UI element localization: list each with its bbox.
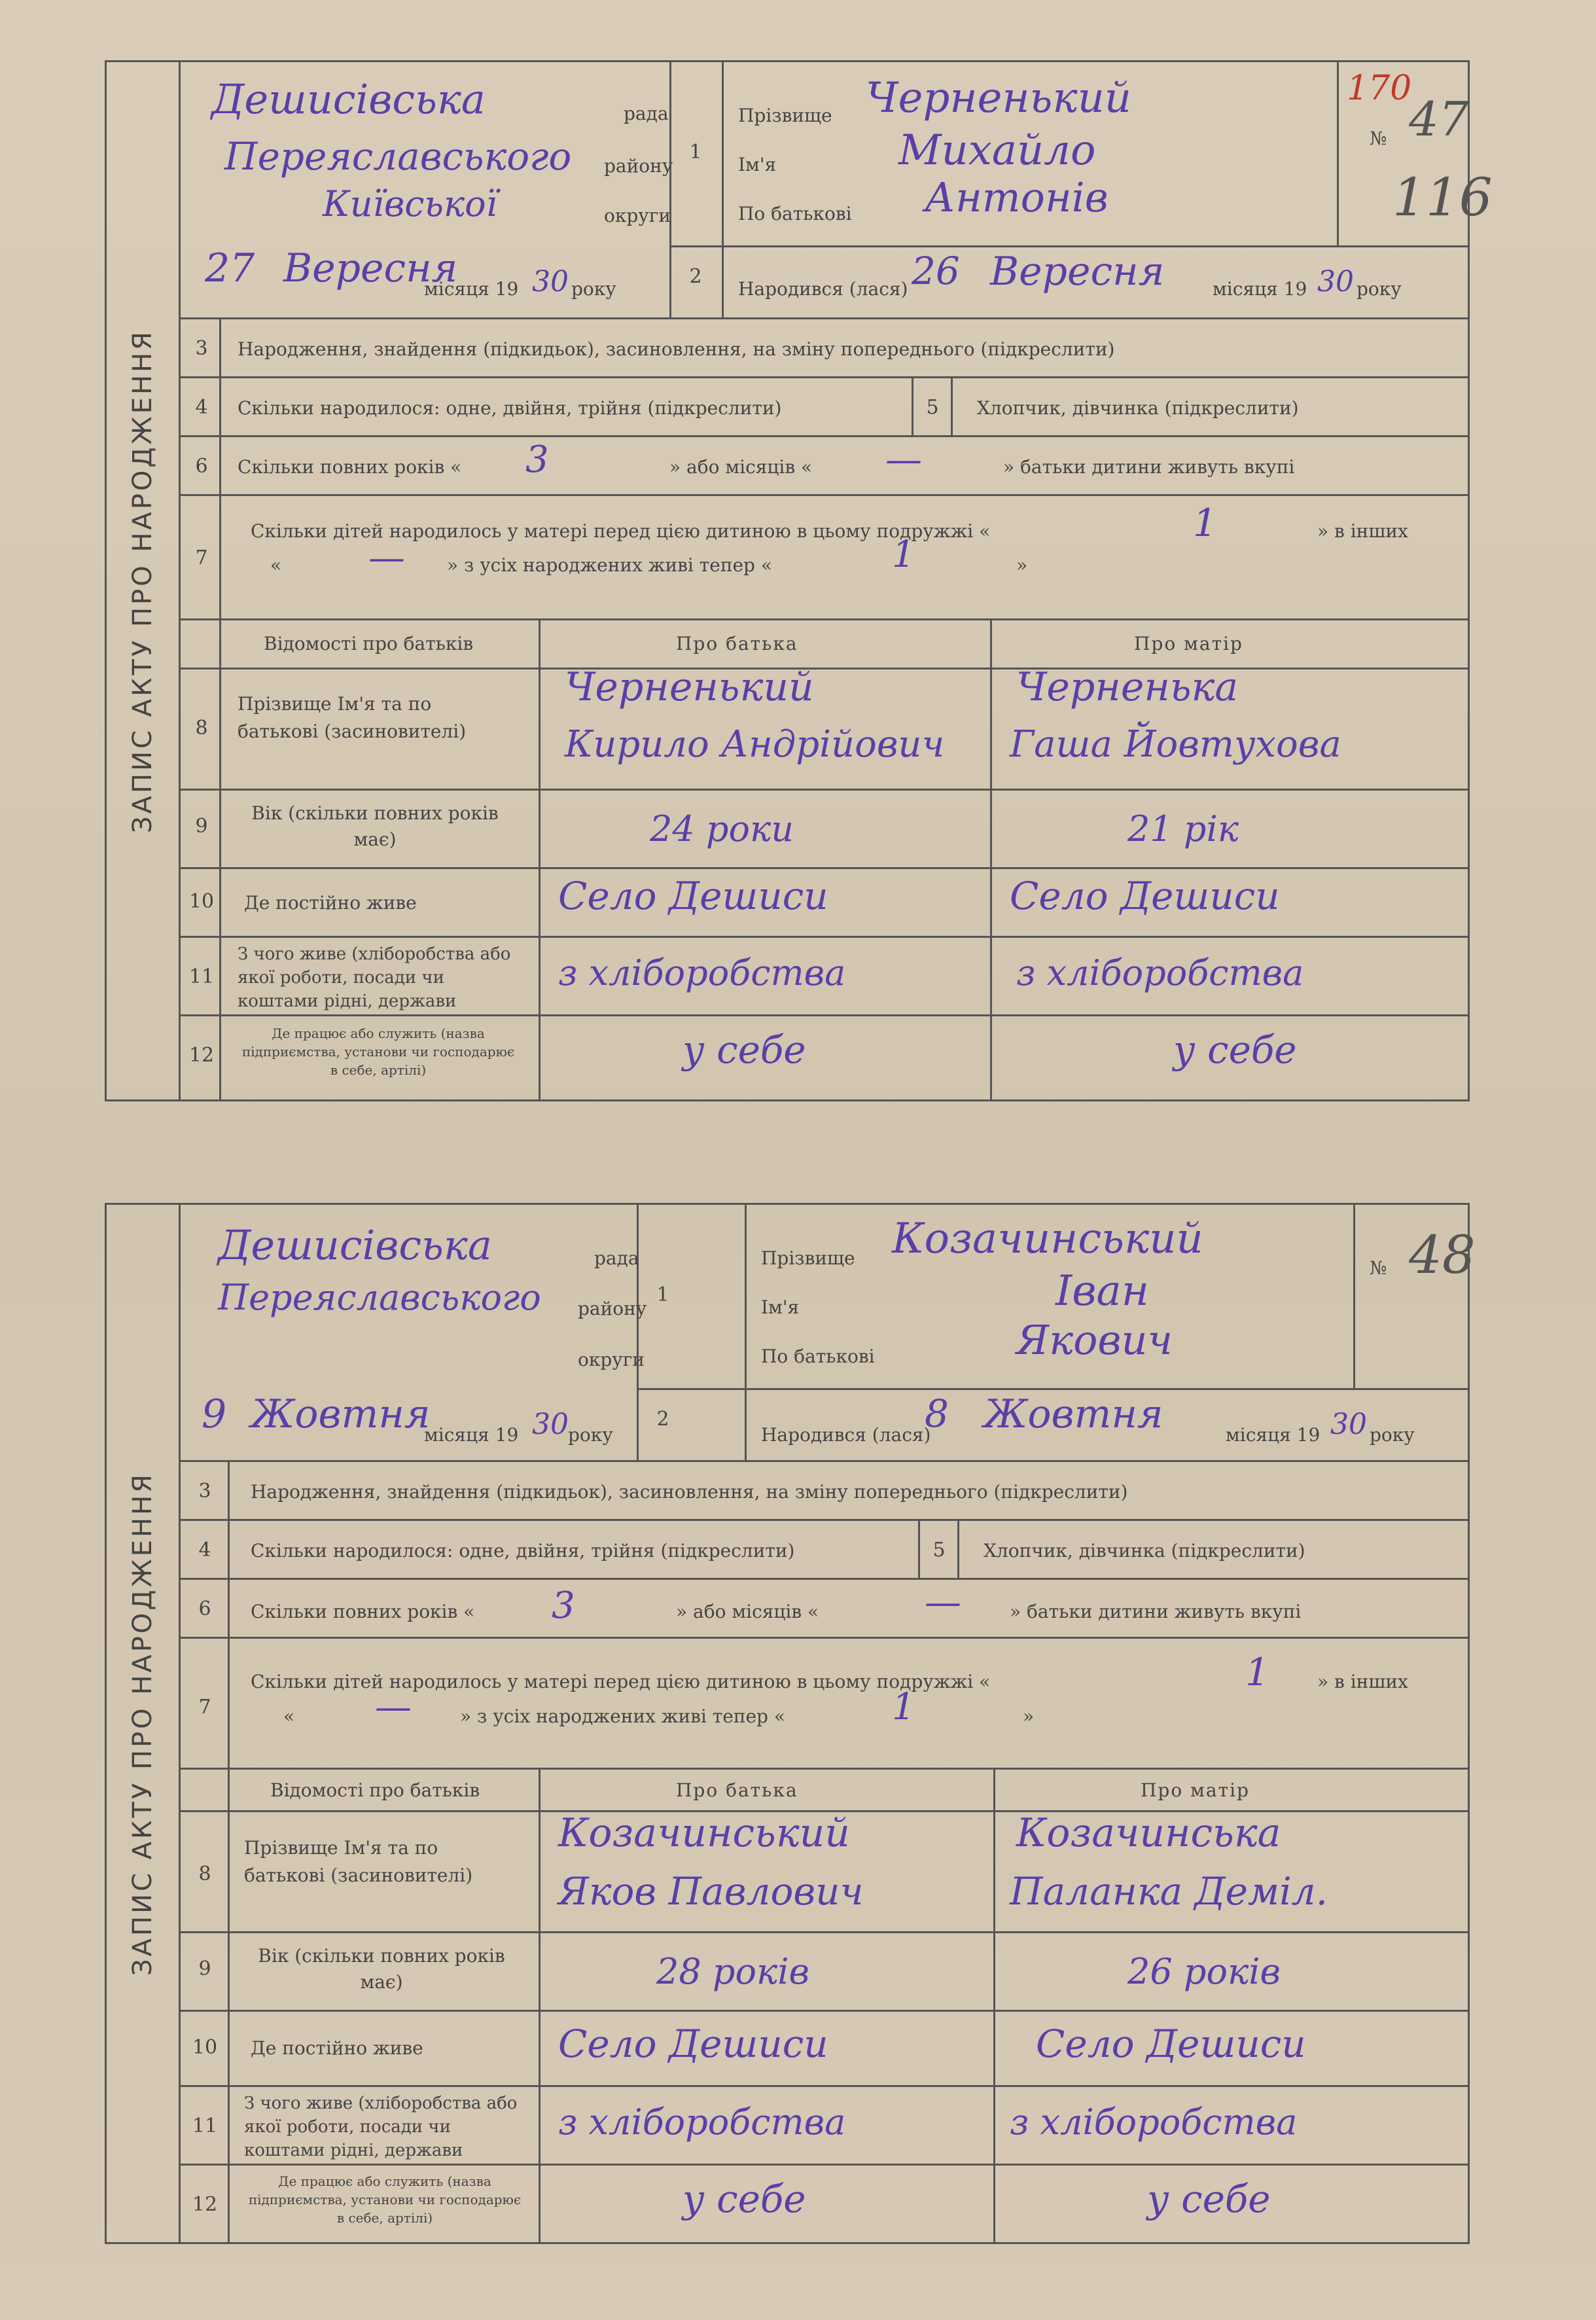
- record-number-label: №: [1370, 1257, 1387, 1279]
- row7-text-a: Скільки дітей народилось у матері перед цією дитиною в цьому подружжі «: [251, 520, 991, 542]
- mother-income-value: з хліборобства: [1010, 2101, 1298, 2143]
- father-income-value: з хліборобства: [558, 2101, 846, 2143]
- row-number-11: 11: [188, 965, 215, 988]
- reg-year-value: 30: [532, 265, 569, 298]
- row-number-12: 12: [192, 2193, 218, 2216]
- patronymic-value: Антонів: [925, 173, 1108, 221]
- years-together-value: 3: [552, 1584, 575, 1627]
- row6-text-b: » або місяців «: [669, 456, 813, 478]
- row5-text: Хлопчик, дівчинка (підкреслити): [977, 397, 1299, 419]
- mother-work-value: у себе: [1173, 1027, 1297, 1072]
- row-number-1: 1: [689, 141, 702, 164]
- okruh-label: округи: [578, 1349, 645, 1370]
- row5-text: Хлопчик, дівчинка (підкреслити): [984, 1540, 1305, 1562]
- row9-label: Вік (скільки повних років має): [251, 802, 499, 850]
- months-together-value: —: [925, 1581, 961, 1624]
- children-alive-value: 1: [892, 533, 915, 576]
- row-number-9: 9: [198, 1957, 211, 1980]
- row6-text-c: » батьки дитини живуть вкупі: [1010, 1601, 1302, 1622]
- father-name-line1: Козачинський: [558, 1810, 850, 1856]
- po-batkovi-label: По батькові: [738, 203, 852, 224]
- row7-text-d: » з усіх народжених живі тепер «: [447, 554, 773, 576]
- header-mati: Про матір: [1141, 1779, 1250, 1801]
- row-number-1: 1: [656, 1283, 669, 1306]
- father-lives-value: Село Дешиси: [558, 2022, 828, 2066]
- reg-misyatsia-label: місяця 19: [424, 278, 519, 300]
- prizvyshche-label: Прізвище: [761, 1247, 855, 1269]
- side-title: ЗАПИС АКТУ ПРО НАРОДЖЕННЯ: [128, 329, 158, 833]
- mother-income-value: з хліборобства: [1016, 952, 1304, 993]
- mother-name-line1: Черненька: [1016, 664, 1239, 710]
- row4-text: Скільки народилося: одне, двійня, трійня (підкреслити): [251, 1540, 795, 1562]
- row4-text: Скільки народилося: одне, двійня, трійня (підкреслити): [238, 397, 782, 419]
- row11-label: З чого живе (хліборобства або якої роботи, посади чи коштами рідні, держави: [238, 944, 511, 1011]
- father-age-value: 24 роки: [650, 808, 794, 849]
- row-number-4: 4: [198, 1539, 211, 1562]
- row7-text-e: »: [1016, 554, 1028, 576]
- father-name-line2: Яков Павлович: [558, 1869, 864, 1914]
- father-work-value: у себе: [683, 2177, 806, 2221]
- months-together-value: —: [885, 438, 922, 481]
- row-number-6: 6: [195, 455, 208, 478]
- mother-lives-value: Село Дешиси: [1036, 2022, 1306, 2066]
- mother-name-line1: Козачинська: [1016, 1810, 1281, 1856]
- reg-roku-label: року: [568, 1424, 613, 1446]
- row-number-11: 11: [192, 2115, 218, 2137]
- narodyvsia-label: Народився (лася): [738, 278, 908, 300]
- narodyvsia-label: Народився (лася): [761, 1424, 931, 1446]
- row-number-9: 9: [195, 815, 208, 838]
- name-value: Іван: [1055, 1267, 1149, 1315]
- okruh-value: Київської: [323, 183, 497, 224]
- row7-text-b: » в інших: [1317, 520, 1408, 542]
- row10-label: Де постійно живе: [244, 892, 417, 914]
- po-batkovi-label: По батькові: [761, 1346, 875, 1367]
- header-vidomosti: Відомості про батьків: [264, 633, 474, 654]
- reg-month-value: Жовтня: [251, 1391, 431, 1437]
- mother-name-line2: Паланка Деміл.: [1010, 1869, 1328, 1914]
- okruh-label: округи: [604, 205, 671, 226]
- rada-label: рада: [594, 1247, 639, 1269]
- father-lives-value: Село Дешиси: [558, 874, 828, 918]
- row7-text-b: » в інших: [1317, 1671, 1408, 1692]
- side-title-strip: [107, 62, 181, 1099]
- reg-day-value: 9: [202, 1391, 227, 1437]
- row-number-10: 10: [188, 890, 215, 913]
- reg-day-value: 27: [205, 245, 255, 291]
- reg-year-value: 30: [532, 1408, 569, 1441]
- rayon-label: району: [578, 1298, 647, 1319]
- row6-text-b: » або місяців «: [676, 1601, 819, 1622]
- row-number-12: 12: [188, 1044, 215, 1067]
- father-name-line1: Черненький: [565, 664, 814, 710]
- header-batko: Про батька: [676, 633, 798, 654]
- father-name-line2: Кирило Андрійович: [565, 723, 945, 766]
- row6-text-a: Скільки повних років «: [251, 1601, 475, 1622]
- children-other-value: —: [375, 1686, 412, 1728]
- row-number-8: 8: [195, 717, 208, 740]
- row11-label: З чого живе (хліборобства або якої роботи, посади чи коштами рідні, держави: [244, 2094, 518, 2160]
- header-batko: Про батька: [676, 1779, 798, 1801]
- rayon-value: Переяславського: [224, 134, 572, 179]
- mother-work-value: у себе: [1147, 2177, 1271, 2221]
- birth-month-value: Жовтня: [984, 1391, 1163, 1437]
- row-number-7: 7: [198, 1696, 211, 1719]
- row10-label: Де постійно живе: [251, 2037, 423, 2059]
- row-number-2: 2: [689, 265, 702, 288]
- birth-year-value: 30: [1330, 1408, 1367, 1441]
- reg-misyatsia-label: місяця 19: [424, 1424, 519, 1446]
- children-alive-value: 1: [892, 1686, 915, 1728]
- row6-text-a: Скільки повних років «: [238, 456, 462, 478]
- birth-misyatsia-label: місяця 19: [1213, 278, 1307, 300]
- mother-lives-value: Село Дешиси: [1010, 874, 1280, 918]
- imia-label: Ім'я: [738, 154, 777, 175]
- prizvyshche-label: Прізвище: [738, 105, 832, 126]
- row12-label: Де працює або служить (назва підприємства, установи чи господарює в себе, артілі): [248, 2173, 522, 2226]
- rada-label: рада: [624, 103, 669, 124]
- surname-value: Козачинський: [892, 1215, 1203, 1263]
- row7-text-c: «: [270, 554, 282, 576]
- birth-roku-label: року: [1357, 278, 1402, 300]
- imia-label: Ім'я: [761, 1296, 800, 1318]
- father-income-value: з хліборобства: [558, 952, 846, 993]
- birth-day-value: 26: [912, 249, 960, 293]
- row6-text-c: » батьки дитини живуть вкупі: [1003, 456, 1295, 478]
- row-number-7: 7: [195, 546, 208, 569]
- row7-text-e: »: [1023, 1705, 1035, 1727]
- row-number-3: 3: [198, 1480, 211, 1503]
- record-number-red-mark: 170: [1347, 69, 1412, 108]
- row3-text: Народження, знайдення (підкидьок), засиновлення, на зміну попереднього (підкреслити): [238, 338, 1115, 360]
- row12-label: Де працює або служить (назва підприємства, установи чи господарює в себе, артілі): [241, 1026, 515, 1078]
- children-other-value: —: [368, 537, 405, 579]
- row-number-2: 2: [656, 1408, 669, 1431]
- row-number-8: 8: [198, 1863, 211, 1885]
- birth-day-value: 8: [925, 1391, 949, 1436]
- reg-month-value: Вересня: [283, 245, 458, 291]
- birth-misyatsia-label: місяця 19: [1226, 1424, 1321, 1446]
- row-number-3: 3: [195, 337, 208, 360]
- years-together-value: 3: [525, 438, 549, 481]
- side-title: ЗАПИС АКТУ ПРО НАРОДЖЕННЯ: [128, 1471, 158, 1976]
- row-number-5: 5: [932, 1539, 946, 1562]
- mother-name-line2: Гашa Йовтухова: [1010, 723, 1341, 766]
- side-title-strip: [107, 1205, 181, 2242]
- rada-value: Дешисівська: [218, 1221, 492, 1269]
- birth-record-form-2: [105, 1203, 1476, 2244]
- reg-roku-label: року: [571, 278, 616, 300]
- name-value: Михайло: [898, 126, 1096, 175]
- row8-label: Прізвище Ім'я та по батькові (засиновителі): [244, 1837, 473, 1886]
- mother-age-value: 21 рік: [1127, 808, 1239, 849]
- row3-text: Народження, знайдення (підкидьок), засиновлення, на зміну попереднього (підкреслити): [251, 1481, 1128, 1503]
- record-number-value: 47: [1409, 92, 1469, 147]
- row9-label: Вік (скільки повних років має): [258, 1945, 505, 1993]
- children-before-value: 1: [1193, 501, 1217, 545]
- row-number-5: 5: [926, 396, 939, 419]
- row8-label: Прізвище Ім'я та по батькові (засиновителі): [238, 693, 467, 742]
- record-number-label: №: [1370, 128, 1387, 149]
- row7-text-c: «: [283, 1705, 295, 1727]
- row-number-4: 4: [195, 396, 208, 419]
- birth-roku-label: року: [1370, 1424, 1415, 1446]
- mother-age-value: 26 років: [1127, 1951, 1281, 1992]
- surname-value: Черненький: [866, 74, 1131, 122]
- row-number-6: 6: [198, 1597, 211, 1620]
- header-vidomosti: Відомості про батьків: [270, 1779, 480, 1801]
- record-number-extra: 116: [1392, 167, 1493, 228]
- birth-month-value: Вересня: [990, 249, 1165, 294]
- father-age-value: 28 років: [656, 1951, 809, 1992]
- children-before-value: 1: [1245, 1650, 1269, 1694]
- rayon-value: Переяславського: [218, 1277, 541, 1318]
- birth-record-form-1: [105, 60, 1493, 1101]
- rada-value: Дешисівська: [211, 75, 486, 123]
- birth-year-value: 30: [1317, 265, 1354, 298]
- record-number-value: 48: [1409, 1224, 1476, 1285]
- father-work-value: у себе: [683, 1027, 806, 1072]
- patronymic-value: Якович: [1016, 1316, 1173, 1364]
- row7-text-d: » з усіх народжених живі тепер «: [460, 1705, 786, 1727]
- rayon-label: району: [604, 155, 673, 177]
- header-mati: Про матір: [1134, 633, 1243, 654]
- row-number-10: 10: [192, 2036, 218, 2059]
- row7-text-a: Скільки дітей народилось у матері перед цією дитиною в цьому подружжі «: [251, 1671, 991, 1692]
